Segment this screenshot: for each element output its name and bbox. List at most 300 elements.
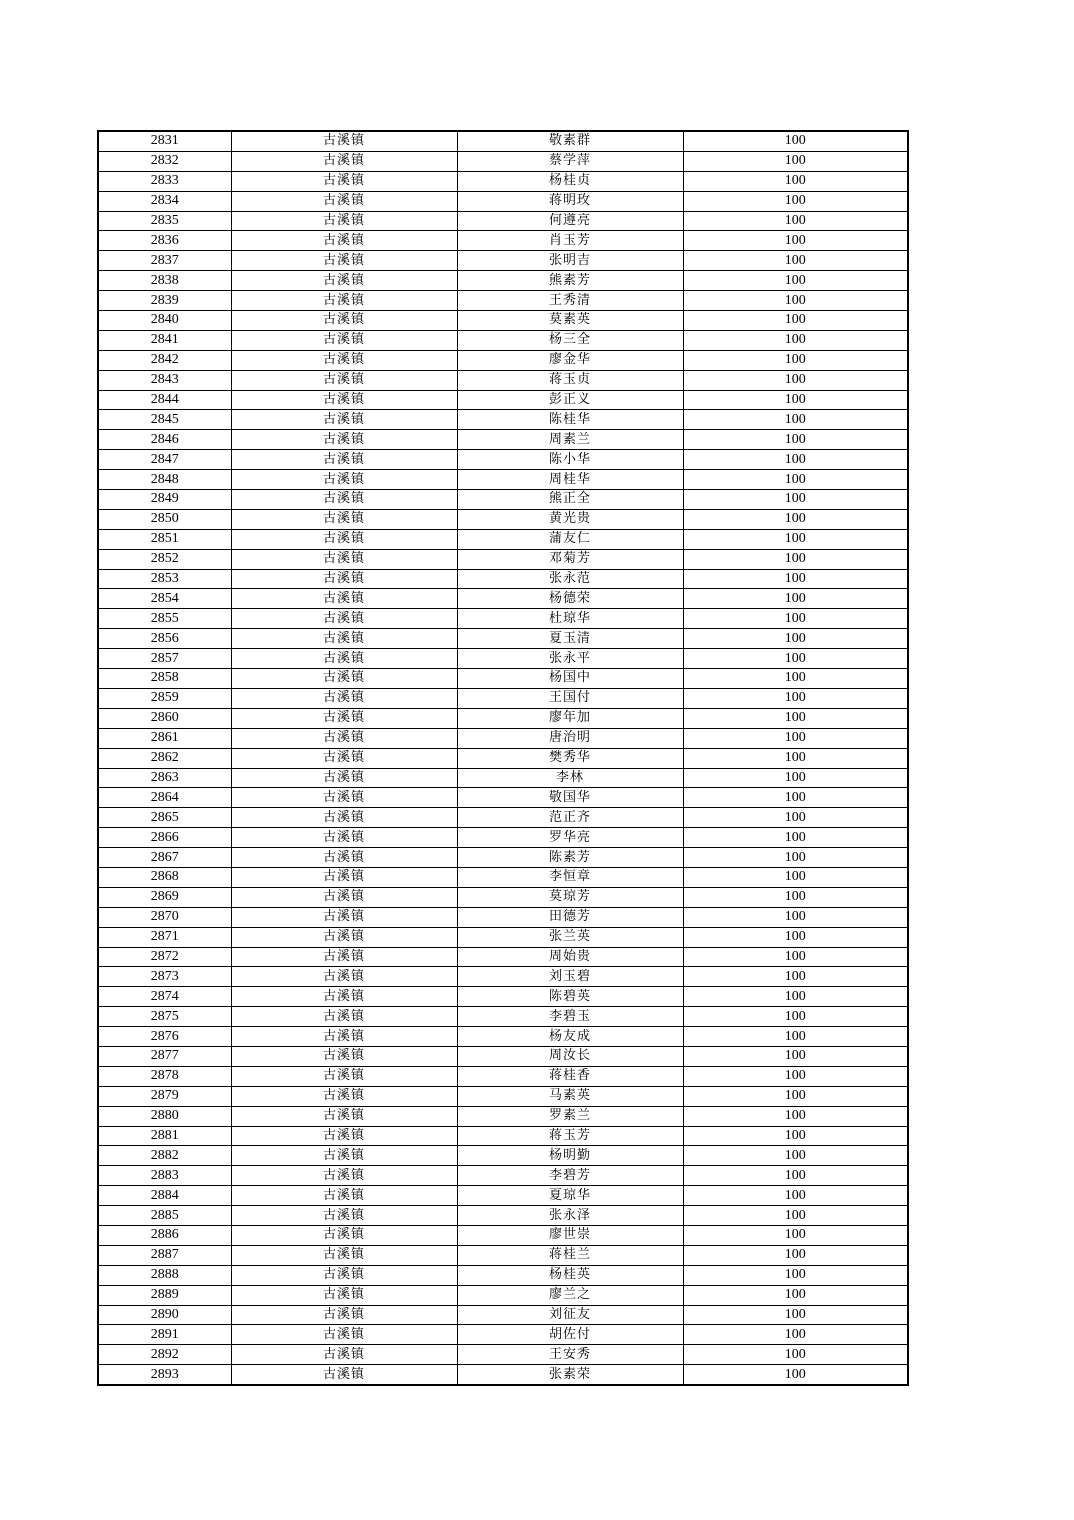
name-cell: 廖世崇 — [457, 1225, 683, 1245]
town-cell: 古溪镇 — [231, 1027, 457, 1047]
name-cell: 杨友成 — [457, 1027, 683, 1047]
row-number-cell: 2851 — [98, 529, 231, 549]
amount-cell: 100 — [683, 808, 908, 828]
town-cell: 古溪镇 — [231, 1126, 457, 1146]
town-cell: 古溪镇 — [231, 171, 457, 191]
amount-cell: 100 — [683, 1066, 908, 1086]
table-row — [98, 1106, 908, 1126]
amount-cell: 100 — [683, 450, 908, 470]
name-cell: 杨德荣 — [457, 589, 683, 609]
town-cell: 古溪镇 — [231, 390, 457, 410]
row-number-cell: 2880 — [98, 1106, 231, 1126]
table-row — [98, 529, 908, 549]
amount-cell: 100 — [683, 1206, 908, 1226]
town-cell: 古溪镇 — [231, 131, 457, 151]
table-row — [98, 768, 908, 788]
town-cell: 古溪镇 — [231, 1305, 457, 1325]
table-row — [98, 1206, 908, 1226]
amount-cell: 100 — [683, 490, 908, 510]
town-cell: 古溪镇 — [231, 211, 457, 231]
name-cell: 何遵亮 — [457, 211, 683, 231]
row-number-cell: 2847 — [98, 450, 231, 470]
town-cell: 古溪镇 — [231, 867, 457, 887]
name-cell: 夏玉清 — [457, 629, 683, 649]
table-row — [98, 211, 908, 231]
row-number-cell: 2883 — [98, 1166, 231, 1186]
row-number-cell: 2836 — [98, 231, 231, 251]
table-row — [98, 1325, 908, 1345]
name-cell: 周始贵 — [457, 947, 683, 967]
table-row — [98, 131, 908, 151]
name-cell: 李恒章 — [457, 867, 683, 887]
amount-cell: 100 — [683, 311, 908, 331]
town-cell: 古溪镇 — [231, 1186, 457, 1206]
table-row — [98, 330, 908, 350]
town-cell: 古溪镇 — [231, 609, 457, 629]
table-row — [98, 927, 908, 947]
town-cell: 古溪镇 — [231, 529, 457, 549]
row-number-cell: 2849 — [98, 490, 231, 510]
name-cell: 张兰英 — [457, 927, 683, 947]
name-cell: 李林 — [457, 768, 683, 788]
name-cell: 唐治明 — [457, 728, 683, 748]
amount-cell: 100 — [683, 848, 908, 868]
row-number-cell: 2888 — [98, 1265, 231, 1285]
amount-cell: 100 — [683, 1265, 908, 1285]
amount-cell: 100 — [683, 470, 908, 490]
town-cell: 古溪镇 — [231, 1206, 457, 1226]
amount-cell: 100 — [683, 788, 908, 808]
name-cell: 刘征友 — [457, 1305, 683, 1325]
table-row — [98, 370, 908, 390]
table-row — [98, 1225, 908, 1245]
name-cell: 邓菊芳 — [457, 549, 683, 569]
town-cell: 古溪镇 — [231, 1166, 457, 1186]
name-cell: 罗华亮 — [457, 828, 683, 848]
table-row — [98, 649, 908, 669]
table-row — [98, 311, 908, 331]
town-cell: 古溪镇 — [231, 1225, 457, 1245]
row-number-cell: 2873 — [98, 967, 231, 987]
town-cell: 古溪镇 — [231, 589, 457, 609]
table-row — [98, 728, 908, 748]
row-number-cell: 2879 — [98, 1086, 231, 1106]
name-cell: 彭正义 — [457, 390, 683, 410]
town-cell: 古溪镇 — [231, 1245, 457, 1265]
town-cell: 古溪镇 — [231, 350, 457, 370]
name-cell: 陈素芳 — [457, 848, 683, 868]
town-cell: 古溪镇 — [231, 1007, 457, 1027]
table-row — [98, 589, 908, 609]
row-number-cell: 2886 — [98, 1225, 231, 1245]
name-cell: 张明吉 — [457, 251, 683, 271]
row-number-cell: 2862 — [98, 748, 231, 768]
row-number-cell: 2872 — [98, 947, 231, 967]
amount-cell: 100 — [683, 271, 908, 291]
town-cell: 古溪镇 — [231, 808, 457, 828]
amount-cell: 100 — [683, 947, 908, 967]
town-cell: 古溪镇 — [231, 1106, 457, 1126]
table-row — [98, 1265, 908, 1285]
table-row — [98, 828, 908, 848]
table-row — [98, 748, 908, 768]
table-row — [98, 291, 908, 311]
row-number-cell: 2869 — [98, 887, 231, 907]
amount-cell: 100 — [683, 927, 908, 947]
row-number-cell: 2843 — [98, 370, 231, 390]
town-cell: 古溪镇 — [231, 470, 457, 490]
amount-cell: 100 — [683, 1225, 908, 1245]
amount-cell: 100 — [683, 987, 908, 1007]
amount-cell: 100 — [683, 1146, 908, 1166]
row-number-cell: 2882 — [98, 1146, 231, 1166]
amount-cell: 100 — [683, 1325, 908, 1345]
table-row — [98, 1146, 908, 1166]
amount-cell: 100 — [683, 171, 908, 191]
amount-cell: 100 — [683, 569, 908, 589]
table-row — [98, 271, 908, 291]
table-row — [98, 1066, 908, 1086]
table-row — [98, 251, 908, 271]
table-row — [98, 569, 908, 589]
table-row — [98, 947, 908, 967]
town-cell: 古溪镇 — [231, 410, 457, 430]
table-row — [98, 907, 908, 927]
name-cell: 杨桂贞 — [457, 171, 683, 191]
town-cell: 古溪镇 — [231, 370, 457, 390]
town-cell: 古溪镇 — [231, 688, 457, 708]
table-row — [98, 1285, 908, 1305]
data-table — [97, 130, 909, 1386]
name-cell: 杜琼华 — [457, 609, 683, 629]
amount-cell: 100 — [683, 370, 908, 390]
name-cell: 陈桂华 — [457, 410, 683, 430]
name-cell: 杨明勤 — [457, 1146, 683, 1166]
row-number-cell: 2877 — [98, 1046, 231, 1066]
town-cell: 古溪镇 — [231, 430, 457, 450]
town-cell: 古溪镇 — [231, 887, 457, 907]
name-cell: 杨三全 — [457, 330, 683, 350]
amount-cell: 100 — [683, 529, 908, 549]
town-cell: 古溪镇 — [231, 1146, 457, 1166]
table-row — [98, 151, 908, 171]
amount-cell: 100 — [683, 748, 908, 768]
town-cell: 古溪镇 — [231, 549, 457, 569]
amount-cell: 100 — [683, 390, 908, 410]
town-cell: 古溪镇 — [231, 629, 457, 649]
row-number-cell: 2835 — [98, 211, 231, 231]
town-cell: 古溪镇 — [231, 848, 457, 868]
name-cell: 刘玉碧 — [457, 967, 683, 987]
name-cell: 李碧玉 — [457, 1007, 683, 1027]
row-number-cell: 2871 — [98, 927, 231, 947]
town-cell: 古溪镇 — [231, 311, 457, 331]
name-cell: 蒋玉贞 — [457, 370, 683, 390]
name-cell: 黄光贵 — [457, 509, 683, 529]
name-cell: 李碧芳 — [457, 1166, 683, 1186]
table-row — [98, 171, 908, 191]
amount-cell: 100 — [683, 350, 908, 370]
amount-cell: 100 — [683, 1046, 908, 1066]
table-row — [98, 688, 908, 708]
row-number-cell: 2854 — [98, 589, 231, 609]
name-cell: 蒋桂香 — [457, 1066, 683, 1086]
amount-cell: 100 — [683, 688, 908, 708]
amount-cell: 100 — [683, 191, 908, 211]
name-cell: 陈小华 — [457, 450, 683, 470]
amount-cell: 100 — [683, 211, 908, 231]
row-number-cell: 2878 — [98, 1066, 231, 1086]
table-row — [98, 1186, 908, 1206]
amount-cell: 100 — [683, 330, 908, 350]
town-cell: 古溪镇 — [231, 151, 457, 171]
name-cell: 熊正全 — [457, 490, 683, 510]
name-cell: 蒋明玫 — [457, 191, 683, 211]
name-cell: 罗素兰 — [457, 1106, 683, 1126]
name-cell: 莫素英 — [457, 311, 683, 331]
table-row — [98, 1086, 908, 1106]
town-cell: 古溪镇 — [231, 669, 457, 689]
town-cell: 古溪镇 — [231, 569, 457, 589]
row-number-cell: 2885 — [98, 1206, 231, 1226]
name-cell: 廖金华 — [457, 350, 683, 370]
row-number-cell: 2834 — [98, 191, 231, 211]
town-cell: 古溪镇 — [231, 748, 457, 768]
name-cell: 樊秀华 — [457, 748, 683, 768]
table-row — [98, 549, 908, 569]
table-row — [98, 987, 908, 1007]
row-number-cell: 2852 — [98, 549, 231, 569]
name-cell: 周素兰 — [457, 430, 683, 450]
amount-cell: 100 — [683, 1245, 908, 1265]
amount-cell: 100 — [683, 1285, 908, 1305]
amount-cell: 100 — [683, 410, 908, 430]
table-row — [98, 1245, 908, 1265]
town-cell: 古溪镇 — [231, 728, 457, 748]
row-number-cell: 2891 — [98, 1325, 231, 1345]
name-cell: 王国付 — [457, 688, 683, 708]
row-number-cell: 2841 — [98, 330, 231, 350]
name-cell: 廖年加 — [457, 708, 683, 728]
table-row — [98, 808, 908, 828]
row-number-cell: 2850 — [98, 509, 231, 529]
row-number-cell: 2857 — [98, 649, 231, 669]
row-number-cell: 2846 — [98, 430, 231, 450]
table-row — [98, 430, 908, 450]
table-row — [98, 450, 908, 470]
town-cell: 古溪镇 — [231, 509, 457, 529]
name-cell: 张永平 — [457, 649, 683, 669]
town-cell: 古溪镇 — [231, 1325, 457, 1345]
amount-cell: 100 — [683, 291, 908, 311]
row-number-cell: 2859 — [98, 688, 231, 708]
table-row — [98, 609, 908, 629]
table-row — [98, 1305, 908, 1325]
table-row — [98, 867, 908, 887]
amount-cell: 100 — [683, 1126, 908, 1146]
town-cell: 古溪镇 — [231, 828, 457, 848]
table-row — [98, 1046, 908, 1066]
amount-cell: 100 — [683, 867, 908, 887]
town-cell: 古溪镇 — [231, 1285, 457, 1305]
amount-cell: 100 — [683, 828, 908, 848]
table-row — [98, 708, 908, 728]
table-row — [98, 350, 908, 370]
row-number-cell: 2889 — [98, 1285, 231, 1305]
row-number-cell: 2840 — [98, 311, 231, 331]
name-cell: 陈碧英 — [457, 987, 683, 1007]
amount-cell: 100 — [683, 1027, 908, 1047]
name-cell: 廖兰之 — [457, 1285, 683, 1305]
table-row — [98, 490, 908, 510]
row-number-cell: 2853 — [98, 569, 231, 589]
row-number-cell: 2833 — [98, 171, 231, 191]
town-cell: 古溪镇 — [231, 330, 457, 350]
table-row — [98, 1166, 908, 1186]
row-number-cell: 2870 — [98, 907, 231, 927]
table-row — [98, 1126, 908, 1146]
amount-cell: 100 — [683, 669, 908, 689]
amount-cell: 100 — [683, 1166, 908, 1186]
table-row — [98, 848, 908, 868]
row-number-cell: 2881 — [98, 1126, 231, 1146]
row-number-cell: 2848 — [98, 470, 231, 490]
row-number-cell: 2867 — [98, 848, 231, 868]
row-number-cell: 2845 — [98, 410, 231, 430]
name-cell: 胡佐付 — [457, 1325, 683, 1345]
table-row — [98, 1027, 908, 1047]
row-number-cell: 2887 — [98, 1245, 231, 1265]
town-cell: 古溪镇 — [231, 987, 457, 1007]
amount-cell: 100 — [683, 231, 908, 251]
amount-cell: 100 — [683, 1305, 908, 1325]
town-cell: 古溪镇 — [231, 450, 457, 470]
amount-cell: 100 — [683, 251, 908, 271]
town-cell: 古溪镇 — [231, 231, 457, 251]
name-cell: 马素英 — [457, 1086, 683, 1106]
name-cell: 莫琼芳 — [457, 887, 683, 907]
row-number-cell: 2855 — [98, 609, 231, 629]
name-cell: 杨桂英 — [457, 1265, 683, 1285]
town-cell: 古溪镇 — [231, 708, 457, 728]
table-row — [98, 788, 908, 808]
name-cell: 周汝长 — [457, 1046, 683, 1066]
row-number-cell: 2884 — [98, 1186, 231, 1206]
amount-cell: 100 — [683, 430, 908, 450]
row-number-cell: 2838 — [98, 271, 231, 291]
amount-cell: 100 — [683, 967, 908, 987]
amount-cell: 100 — [683, 728, 908, 748]
town-cell: 古溪镇 — [231, 490, 457, 510]
town-cell: 古溪镇 — [231, 967, 457, 987]
name-cell: 敬素群 — [457, 131, 683, 151]
amount-cell: 100 — [683, 609, 908, 629]
amount-cell: 100 — [683, 589, 908, 609]
row-number-cell: 2842 — [98, 350, 231, 370]
table-row — [98, 470, 908, 490]
table-row — [98, 1007, 908, 1027]
table-row — [98, 887, 908, 907]
row-number-cell: 2858 — [98, 669, 231, 689]
row-number-cell: 2866 — [98, 828, 231, 848]
amount-cell: 100 — [683, 549, 908, 569]
town-cell: 古溪镇 — [231, 1086, 457, 1106]
name-cell: 杨国中 — [457, 669, 683, 689]
amount-cell: 100 — [683, 649, 908, 669]
table-row — [98, 1365, 908, 1385]
town-cell: 古溪镇 — [231, 788, 457, 808]
table-row — [98, 629, 908, 649]
row-number-cell: 2876 — [98, 1027, 231, 1047]
name-cell: 蒲友仁 — [457, 529, 683, 549]
name-cell: 敬国华 — [457, 788, 683, 808]
town-cell: 古溪镇 — [231, 1345, 457, 1365]
row-number-cell: 2864 — [98, 788, 231, 808]
amount-cell: 100 — [683, 1106, 908, 1126]
amount-cell: 100 — [683, 1007, 908, 1027]
name-cell: 王安秀 — [457, 1345, 683, 1365]
table-row — [98, 231, 908, 251]
name-cell: 张素荣 — [457, 1365, 683, 1385]
name-cell: 周桂华 — [457, 470, 683, 490]
table-row — [98, 191, 908, 211]
amount-cell: 100 — [683, 131, 908, 151]
town-cell: 古溪镇 — [231, 768, 457, 788]
name-cell: 蒋桂兰 — [457, 1245, 683, 1265]
amount-cell: 100 — [683, 509, 908, 529]
town-cell: 古溪镇 — [231, 947, 457, 967]
amount-cell: 100 — [683, 708, 908, 728]
amount-cell: 100 — [683, 629, 908, 649]
amount-cell: 100 — [683, 1365, 908, 1385]
table-row — [98, 669, 908, 689]
town-cell: 古溪镇 — [231, 1046, 457, 1066]
amount-cell: 100 — [683, 1186, 908, 1206]
town-cell: 古溪镇 — [231, 927, 457, 947]
name-cell: 田德芳 — [457, 907, 683, 927]
town-cell: 古溪镇 — [231, 291, 457, 311]
table-row — [98, 967, 908, 987]
town-cell: 古溪镇 — [231, 907, 457, 927]
row-number-cell: 2837 — [98, 251, 231, 271]
name-cell: 张永泽 — [457, 1206, 683, 1226]
table-row — [98, 410, 908, 430]
amount-cell: 100 — [683, 907, 908, 927]
town-cell: 古溪镇 — [231, 251, 457, 271]
name-cell: 夏琼华 — [457, 1186, 683, 1206]
table-row — [98, 1345, 908, 1365]
name-cell: 王秀清 — [457, 291, 683, 311]
row-number-cell: 2875 — [98, 1007, 231, 1027]
amount-cell: 100 — [683, 1345, 908, 1365]
amount-cell: 100 — [683, 1086, 908, 1106]
name-cell: 蒋玉芳 — [457, 1126, 683, 1146]
name-cell: 张永范 — [457, 569, 683, 589]
town-cell: 古溪镇 — [231, 1265, 457, 1285]
row-number-cell: 2860 — [98, 708, 231, 728]
row-number-cell: 2839 — [98, 291, 231, 311]
amount-cell: 100 — [683, 151, 908, 171]
row-number-cell: 2890 — [98, 1305, 231, 1325]
name-cell: 肖玉芳 — [457, 231, 683, 251]
town-cell: 古溪镇 — [231, 1365, 457, 1385]
row-number-cell: 2861 — [98, 728, 231, 748]
amount-cell: 100 — [683, 768, 908, 788]
row-number-cell: 2863 — [98, 768, 231, 788]
row-number-cell: 2892 — [98, 1345, 231, 1365]
name-cell: 范正齐 — [457, 808, 683, 828]
table-row — [98, 390, 908, 410]
